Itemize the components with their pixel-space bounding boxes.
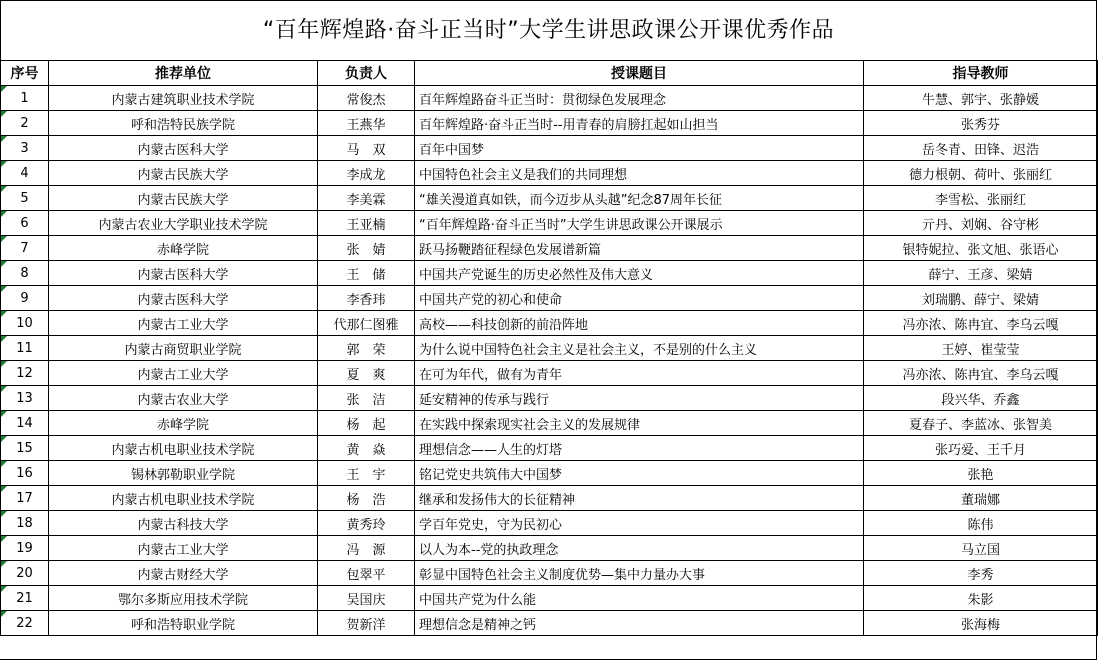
cell-topic-text: 百年辉煌路奋斗正当时：贯彻绿色发展理念 xyxy=(419,92,667,108)
number-stored-as-text-marker-icon xyxy=(1,161,7,167)
number-stored-as-text-marker-icon xyxy=(1,511,7,517)
cell-topic-text: 中国共产党为什么能 xyxy=(419,592,537,608)
cell-leader-text: 黄秀玲 xyxy=(346,517,386,533)
cell-teachers[interactable] xyxy=(864,461,1098,486)
cell-teachers-text: 张秀芬 xyxy=(960,117,1000,133)
table-row xyxy=(1,436,1098,461)
cell-num-text: 5 xyxy=(20,190,29,206)
cell-num-text: 3 xyxy=(20,140,29,156)
table-row xyxy=(1,261,1098,286)
cell-num[interactable] xyxy=(1,311,49,336)
cell-num[interactable] xyxy=(1,236,49,261)
cell-topic[interactable] xyxy=(415,161,864,186)
cell-topic[interactable] xyxy=(415,86,864,111)
cell-num-text: 19 xyxy=(16,540,33,556)
header-topic[interactable]: 授课题目 xyxy=(415,61,864,86)
cell-teachers-text: 冯亦浓、陈冉宜、李乌云嘎 xyxy=(902,317,1059,333)
cell-num[interactable] xyxy=(1,611,49,636)
cell-teachers[interactable] xyxy=(864,386,1098,411)
table-row xyxy=(1,586,1098,611)
cell-leader-text: 李香玮 xyxy=(346,292,386,308)
cell-leader[interactable] xyxy=(318,161,415,186)
cell-teachers-text: 亓丹、刘娴、谷守彬 xyxy=(921,217,1039,233)
cell-num-text: 9 xyxy=(20,290,29,306)
cell-unit[interactable] xyxy=(49,111,318,136)
number-stored-as-text-marker-icon xyxy=(1,461,7,467)
cell-leader[interactable] xyxy=(318,86,415,111)
cell-unit[interactable] xyxy=(49,436,318,461)
cell-topic[interactable] xyxy=(415,611,864,636)
cell-teachers[interactable] xyxy=(864,236,1098,261)
cell-unit-text: 呼和浩特职业学院 xyxy=(130,617,235,633)
cell-leader[interactable] xyxy=(318,561,415,586)
cell-unit-text: 内蒙古科技大学 xyxy=(137,517,229,533)
cell-leader-text: 包翠平 xyxy=(346,567,386,583)
cell-teachers[interactable] xyxy=(864,611,1098,636)
cell-teachers-text: 薛宁、王彦、梁婧 xyxy=(928,267,1033,283)
cell-unit-text: 内蒙古农业大学 xyxy=(137,392,229,408)
table-row xyxy=(1,211,1098,236)
cell-unit-text: 内蒙古商贸职业学院 xyxy=(124,342,242,358)
cell-num[interactable] xyxy=(1,86,49,111)
number-stored-as-text-marker-icon xyxy=(1,261,7,267)
cell-num[interactable] xyxy=(1,111,49,136)
cell-topic-text: 理想信念是精神之钙 xyxy=(419,617,537,633)
cell-topic-text: 为什么说中国特色社会主义是社会主义，不是别的什么主义 xyxy=(419,342,758,358)
table-row xyxy=(1,336,1098,361)
cell-leader[interactable] xyxy=(318,386,415,411)
cell-unit[interactable] xyxy=(49,136,318,161)
cell-unit[interactable] xyxy=(49,336,318,361)
cell-unit[interactable] xyxy=(49,86,318,111)
cell-leader-text: 杨 起 xyxy=(346,417,386,433)
cell-unit[interactable] xyxy=(49,386,318,411)
cell-leader-text: 李成龙 xyxy=(346,167,386,183)
cell-teachers-text: 李雪松、张丽红 xyxy=(934,192,1026,208)
cell-topic[interactable] xyxy=(415,486,864,511)
table-row xyxy=(1,161,1098,186)
cell-leader-text: 张 洁 xyxy=(346,392,386,408)
table-row xyxy=(1,461,1098,486)
cell-leader-text: 吴国庆 xyxy=(346,592,386,608)
cell-teachers[interactable] xyxy=(864,486,1098,511)
cell-unit-text: 内蒙古工业大学 xyxy=(137,367,229,383)
cell-num[interactable] xyxy=(1,386,49,411)
cell-leader-text: 王燕华 xyxy=(346,117,386,133)
cell-leader-text: 王 宇 xyxy=(346,467,386,483)
cell-leader[interactable] xyxy=(318,236,415,261)
cell-unit[interactable] xyxy=(49,536,318,561)
cell-teachers-text: 董瑞娜 xyxy=(960,492,1000,508)
cell-unit-text: 内蒙古工业大学 xyxy=(137,542,229,558)
cell-num[interactable] xyxy=(1,336,49,361)
cell-num-text: 14 xyxy=(16,415,33,431)
cell-teachers[interactable] xyxy=(864,436,1098,461)
cell-unit-text: 内蒙古医科大学 xyxy=(137,292,229,308)
cell-leader-text: 李美霖 xyxy=(346,192,386,208)
cell-num[interactable] xyxy=(1,136,49,161)
cell-num-text: 10 xyxy=(16,315,33,331)
cell-unit-text: 内蒙古机电职业技术学院 xyxy=(111,442,255,458)
cell-teachers[interactable] xyxy=(864,211,1098,236)
cell-teachers[interactable] xyxy=(864,261,1098,286)
cell-topic[interactable] xyxy=(415,336,864,361)
cell-num[interactable] xyxy=(1,536,49,561)
number-stored-as-text-marker-icon xyxy=(1,311,7,317)
cell-leader-text: 马 双 xyxy=(346,142,386,158)
cell-unit-text: 内蒙古农业大学职业技术学院 xyxy=(98,217,268,233)
number-stored-as-text-marker-icon xyxy=(1,561,7,567)
header-leader[interactable]: 负责人 xyxy=(318,61,415,86)
cell-leader[interactable] xyxy=(318,336,415,361)
cell-num-text: 1 xyxy=(20,90,29,106)
cell-leader[interactable] xyxy=(318,311,415,336)
cell-teachers-text: 刘瑞鹏、薛宁、梁婧 xyxy=(921,292,1039,308)
cell-topic-text: 中国共产党的初心和使命 xyxy=(419,292,563,308)
cell-leader-text: 常俊杰 xyxy=(346,92,386,108)
cell-leader-text: 黄 焱 xyxy=(346,442,386,458)
cell-teachers-text: 段兴华、乔鑫 xyxy=(941,392,1020,408)
cell-topic-text: “雄关漫道真如铁，而今迈步从头越”纪念87周年长征 xyxy=(419,192,723,208)
table-row xyxy=(1,411,1098,436)
cell-topic-text: 延安精神的传承与践行 xyxy=(419,392,550,408)
cell-teachers-text: 夏春子、李蓝冰、张智美 xyxy=(908,417,1052,433)
cell-teachers[interactable] xyxy=(864,136,1098,161)
cell-teachers[interactable] xyxy=(864,161,1098,186)
table-row xyxy=(1,511,1098,536)
table-row xyxy=(1,386,1098,411)
cell-unit-text: 内蒙古医科大学 xyxy=(137,267,229,283)
number-stored-as-text-marker-icon xyxy=(1,111,7,117)
cell-unit-text: 赤峰学院 xyxy=(156,242,209,258)
cell-unit-text: 内蒙古工业大学 xyxy=(137,317,229,333)
cell-topic[interactable] xyxy=(415,361,864,386)
cell-topic[interactable] xyxy=(415,286,864,311)
cell-topic-text: 中国特色社会主义是我们的共同理想 xyxy=(419,167,628,183)
cell-leader-text: 杨 浩 xyxy=(346,492,386,508)
cell-topic-text: “百年辉煌路·奋斗正当时”大学生讲思政课公开课展示 xyxy=(419,217,723,233)
cell-topic-text: 在可为年代，做有为青年 xyxy=(419,367,563,383)
cell-unit-text: 内蒙古机电职业技术学院 xyxy=(111,492,255,508)
cell-topic[interactable] xyxy=(415,461,864,486)
cell-unit[interactable] xyxy=(49,561,318,586)
cell-teachers[interactable] xyxy=(864,311,1098,336)
cell-teachers[interactable] xyxy=(864,111,1098,136)
number-stored-as-text-marker-icon xyxy=(1,361,7,367)
sheet-title[interactable]: “百年辉煌路·奋斗正当时”大学生讲思政课公开课优秀作品 xyxy=(0,0,1097,60)
cell-topic[interactable] xyxy=(415,561,864,586)
cell-num[interactable] xyxy=(1,586,49,611)
number-stored-as-text-marker-icon xyxy=(1,236,7,242)
cell-teachers[interactable] xyxy=(864,561,1098,586)
cell-leader[interactable] xyxy=(318,486,415,511)
cell-topic[interactable] xyxy=(415,436,864,461)
number-stored-as-text-marker-icon xyxy=(1,536,7,542)
cell-unit-text: 赤峰学院 xyxy=(156,417,209,433)
cell-topic[interactable] xyxy=(415,261,864,286)
table-row xyxy=(1,136,1098,161)
cell-topic-text: 跃马扬鞭踏征程绿色发展谱新篇 xyxy=(419,242,602,258)
cell-num[interactable] xyxy=(1,486,49,511)
cell-leader[interactable] xyxy=(318,611,415,636)
cell-leader[interactable] xyxy=(318,261,415,286)
cell-unit[interactable] xyxy=(49,286,318,311)
cell-num-text: 12 xyxy=(16,365,33,381)
cell-teachers-text: 李秀 xyxy=(967,567,994,583)
cell-teachers[interactable] xyxy=(864,361,1098,386)
cell-topic-text: 中国共产党诞生的历史必然性及伟大意义 xyxy=(419,267,654,283)
cell-leader[interactable] xyxy=(318,136,415,161)
cell-unit[interactable] xyxy=(49,236,318,261)
number-stored-as-text-marker-icon xyxy=(1,336,7,342)
cell-unit[interactable] xyxy=(49,186,318,211)
cell-num[interactable] xyxy=(1,561,49,586)
cell-num-text: 13 xyxy=(16,390,33,406)
cell-unit-text: 内蒙古民族大学 xyxy=(137,167,229,183)
cell-topic-text: 百年中国梦 xyxy=(419,142,485,158)
cell-teachers[interactable] xyxy=(864,586,1098,611)
cell-unit[interactable] xyxy=(49,511,318,536)
cell-leader-text: 冯 源 xyxy=(346,542,386,558)
cell-unit[interactable] xyxy=(49,361,318,386)
cell-topic[interactable] xyxy=(415,136,864,161)
header-row xyxy=(1,61,1098,86)
cell-num-text: 20 xyxy=(16,565,33,581)
cell-topic-text: 铭记党史共筑伟大中国梦 xyxy=(419,467,563,483)
cell-num-text: 16 xyxy=(16,465,33,481)
cell-num[interactable] xyxy=(1,186,49,211)
cell-topic-text: 百年辉煌路·奋斗正当时--用青春的肩膀扛起如山担当 xyxy=(419,117,719,133)
cell-num[interactable] xyxy=(1,361,49,386)
cell-topic[interactable] xyxy=(415,386,864,411)
cell-leader-text: 张 婧 xyxy=(346,242,386,258)
cell-leader[interactable] xyxy=(318,361,415,386)
cell-num-text: 2 xyxy=(20,115,29,131)
number-stored-as-text-marker-icon xyxy=(1,386,7,392)
cell-topic[interactable] xyxy=(415,236,864,261)
cell-unit[interactable] xyxy=(49,486,318,511)
number-stored-as-text-marker-icon xyxy=(1,486,7,492)
cell-unit-text: 内蒙古医科大学 xyxy=(137,142,229,158)
cell-unit-text: 呼和浩特民族学院 xyxy=(130,117,235,133)
header-num[interactable]: 序号 xyxy=(1,61,49,86)
number-stored-as-text-marker-icon xyxy=(1,136,7,142)
cell-leader-text: 贺新洋 xyxy=(346,617,386,633)
table-row xyxy=(1,286,1098,311)
cell-num[interactable] xyxy=(1,511,49,536)
cell-num-text: 18 xyxy=(16,515,33,531)
cell-unit[interactable] xyxy=(49,461,318,486)
cell-leader-text: 王 储 xyxy=(346,267,386,283)
cell-topic[interactable] xyxy=(415,511,864,536)
table-row xyxy=(1,486,1098,511)
cell-unit[interactable] xyxy=(49,611,318,636)
cell-unit-text: 内蒙古民族大学 xyxy=(137,192,229,208)
cell-leader[interactable] xyxy=(318,186,415,211)
cell-leader-text: 代那仁图雅 xyxy=(333,317,399,333)
cell-topic-text: 学百年党史，守为民初心 xyxy=(419,517,563,533)
table-row xyxy=(1,361,1098,386)
cell-unit-text: 内蒙古财经大学 xyxy=(137,567,229,583)
data-table xyxy=(0,60,1098,636)
table-row xyxy=(1,311,1098,336)
cell-unit[interactable] xyxy=(49,211,318,236)
cell-leader-text: 郭 荣 xyxy=(346,342,386,358)
cell-leader[interactable] xyxy=(318,286,415,311)
cell-teachers-text: 朱影 xyxy=(967,592,994,608)
number-stored-as-text-marker-icon xyxy=(1,411,7,417)
cell-topic-text: 以人为本--党的执政理念 xyxy=(419,542,559,558)
cell-teachers-text: 张海梅 xyxy=(960,617,1000,633)
cell-num-text: 7 xyxy=(20,240,29,256)
cell-leader[interactable] xyxy=(318,211,415,236)
cell-num-text: 8 xyxy=(20,265,29,281)
cell-topic-text: 彰显中国特色社会主义制度优势—集中力量办大事 xyxy=(419,567,706,583)
cell-teachers-text: 陈伟 xyxy=(967,517,994,533)
cell-teachers-text: 张巧爱、王千月 xyxy=(934,442,1026,458)
cell-num[interactable] xyxy=(1,161,49,186)
table-row xyxy=(1,536,1098,561)
cell-teachers[interactable] xyxy=(864,186,1098,211)
cell-teachers-text: 马立国 xyxy=(960,542,1000,558)
number-stored-as-text-marker-icon xyxy=(1,86,7,92)
cell-num[interactable] xyxy=(1,261,49,286)
cell-leader[interactable] xyxy=(318,536,415,561)
cell-teachers-text: 德力根朝、荷叶、张丽红 xyxy=(908,167,1052,183)
cell-num[interactable] xyxy=(1,461,49,486)
cell-teachers-text: 岳冬青、田锋、迟浩 xyxy=(921,142,1039,158)
number-stored-as-text-marker-icon xyxy=(1,211,7,217)
cell-leader[interactable] xyxy=(318,436,415,461)
cell-topic[interactable] xyxy=(415,586,864,611)
cell-unit-text: 锡林郭勒职业学院 xyxy=(130,467,235,483)
cell-topic-text: 继承和发扬伟大的长征精神 xyxy=(419,492,576,508)
cell-unit-text: 鄂尔多斯应用技术学院 xyxy=(117,592,248,608)
cell-leader-text: 夏 爽 xyxy=(346,367,386,383)
cell-num-text: 22 xyxy=(16,615,33,631)
cell-unit[interactable] xyxy=(49,161,318,186)
cell-unit-text: 内蒙古建筑职业技术学院 xyxy=(111,92,255,108)
cell-leader[interactable] xyxy=(318,461,415,486)
cell-unit[interactable] xyxy=(49,311,318,336)
cell-leader[interactable] xyxy=(318,511,415,536)
header-unit[interactable]: 推荐单位 xyxy=(49,61,318,86)
cell-teachers-text: 王婷、崔莹莹 xyxy=(941,342,1020,358)
cell-unit[interactable] xyxy=(49,261,318,286)
cell-teachers[interactable] xyxy=(864,411,1098,436)
table-row xyxy=(1,236,1098,261)
cell-num-text: 11 xyxy=(16,340,33,356)
cell-leader[interactable] xyxy=(318,411,415,436)
cell-unit[interactable] xyxy=(49,586,318,611)
table-row xyxy=(1,86,1098,111)
table-row xyxy=(1,611,1098,636)
cell-teachers-text: 牛慧、郭宇、张静媛 xyxy=(921,92,1039,108)
cell-num-text: 4 xyxy=(20,165,29,181)
cell-teachers-text: 张艳 xyxy=(967,467,994,483)
table-row xyxy=(1,186,1098,211)
number-stored-as-text-marker-icon xyxy=(1,586,7,592)
cell-leader-text: 王亚楠 xyxy=(346,217,386,233)
cell-topic-text: 在实践中探索现实社会主义的发展规律 xyxy=(419,417,641,433)
cell-leader[interactable] xyxy=(318,586,415,611)
number-stored-as-text-marker-icon xyxy=(1,436,7,442)
cell-num[interactable] xyxy=(1,211,49,236)
cell-topic[interactable] xyxy=(415,111,864,136)
cell-unit[interactable] xyxy=(49,411,318,436)
table-row xyxy=(1,111,1098,136)
cell-topic[interactable] xyxy=(415,536,864,561)
cell-topic[interactable] xyxy=(415,211,864,236)
number-stored-as-text-marker-icon xyxy=(1,286,7,292)
cell-num-text: 21 xyxy=(16,590,33,606)
cell-num[interactable] xyxy=(1,411,49,436)
cell-teachers[interactable] xyxy=(864,86,1098,111)
cell-num-text: 15 xyxy=(16,440,33,456)
cell-num[interactable] xyxy=(1,436,49,461)
cell-teachers[interactable] xyxy=(864,336,1098,361)
cell-teachers[interactable] xyxy=(864,511,1098,536)
cell-topic[interactable] xyxy=(415,411,864,436)
number-stored-as-text-marker-icon xyxy=(1,186,7,192)
header-teachers[interactable]: 指导教师 xyxy=(864,61,1098,86)
cell-teachers-text: 冯亦浓、陈冉宜、李乌云嘎 xyxy=(902,367,1059,383)
cell-teachers-text: 银特妮拉、张文旭、张语心 xyxy=(902,242,1059,258)
cell-teachers[interactable] xyxy=(864,536,1098,561)
cell-num-text: 17 xyxy=(16,490,33,506)
cell-topic[interactable] xyxy=(415,311,864,336)
cell-teachers[interactable] xyxy=(864,286,1098,311)
cell-topic[interactable] xyxy=(415,186,864,211)
cell-num[interactable] xyxy=(1,286,49,311)
cell-num-text: 6 xyxy=(20,215,29,231)
cell-topic-text: 高校——科技创新的前沿阵地 xyxy=(419,317,589,333)
table-row xyxy=(1,561,1098,586)
cell-leader[interactable] xyxy=(318,111,415,136)
cell-topic-text: 理想信念——人生的灯塔 xyxy=(419,442,563,458)
number-stored-as-text-marker-icon xyxy=(1,611,7,617)
